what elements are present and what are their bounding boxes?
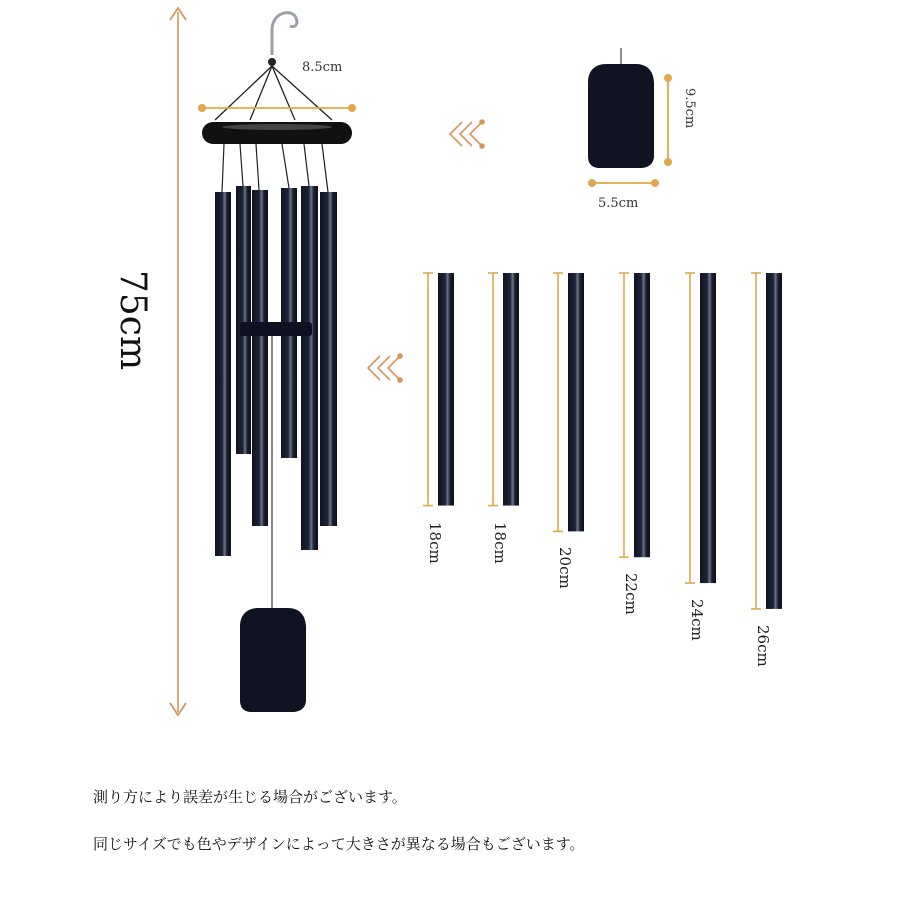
chime-tube [503, 273, 519, 506]
chime-tube [700, 273, 716, 583]
note-line-2: 同じサイズでも色やデザインによって大きさが異なる場合もございます。 [93, 835, 585, 853]
tube-set [423, 273, 782, 609]
tube-length-label: 18cm [491, 521, 509, 564]
total-height-label: 75cm [112, 270, 153, 371]
total-height-dimension [170, 8, 186, 715]
ring-diameter-dimension [198, 104, 356, 112]
sail-width-label: 5.5cm [598, 196, 639, 211]
ring-diameter-label: 8.5cm [302, 60, 343, 75]
tube-length-marker [553, 273, 563, 531]
tube-length-label: 22cm [622, 573, 640, 615]
tube-length-label: 26cm [754, 624, 772, 667]
chime-tube [634, 273, 650, 557]
tube-length-marker [751, 273, 761, 609]
chime-tube [438, 273, 454, 506]
hook-icon [272, 13, 297, 55]
tube-length-label: 18cm [426, 521, 444, 564]
chime-tube [568, 273, 584, 531]
tube-length-marker [488, 273, 498, 506]
chevron-arrow-icon [368, 354, 402, 382]
chevron-arrow-icon [450, 120, 484, 148]
note-line-1: 測り方により誤差が生じる場合がございます。 [93, 788, 407, 806]
sail-height-label: 9.5cm [682, 88, 697, 129]
tube-length-label: 24cm [688, 599, 706, 641]
tube-length-marker [685, 273, 695, 583]
chime-tube [766, 273, 782, 609]
tube-length-marker [619, 273, 629, 557]
tube-length-label: 20cm [556, 547, 574, 590]
wind-chime [198, 13, 356, 712]
tube-length-marker [423, 273, 433, 506]
sail-detail [588, 48, 672, 187]
